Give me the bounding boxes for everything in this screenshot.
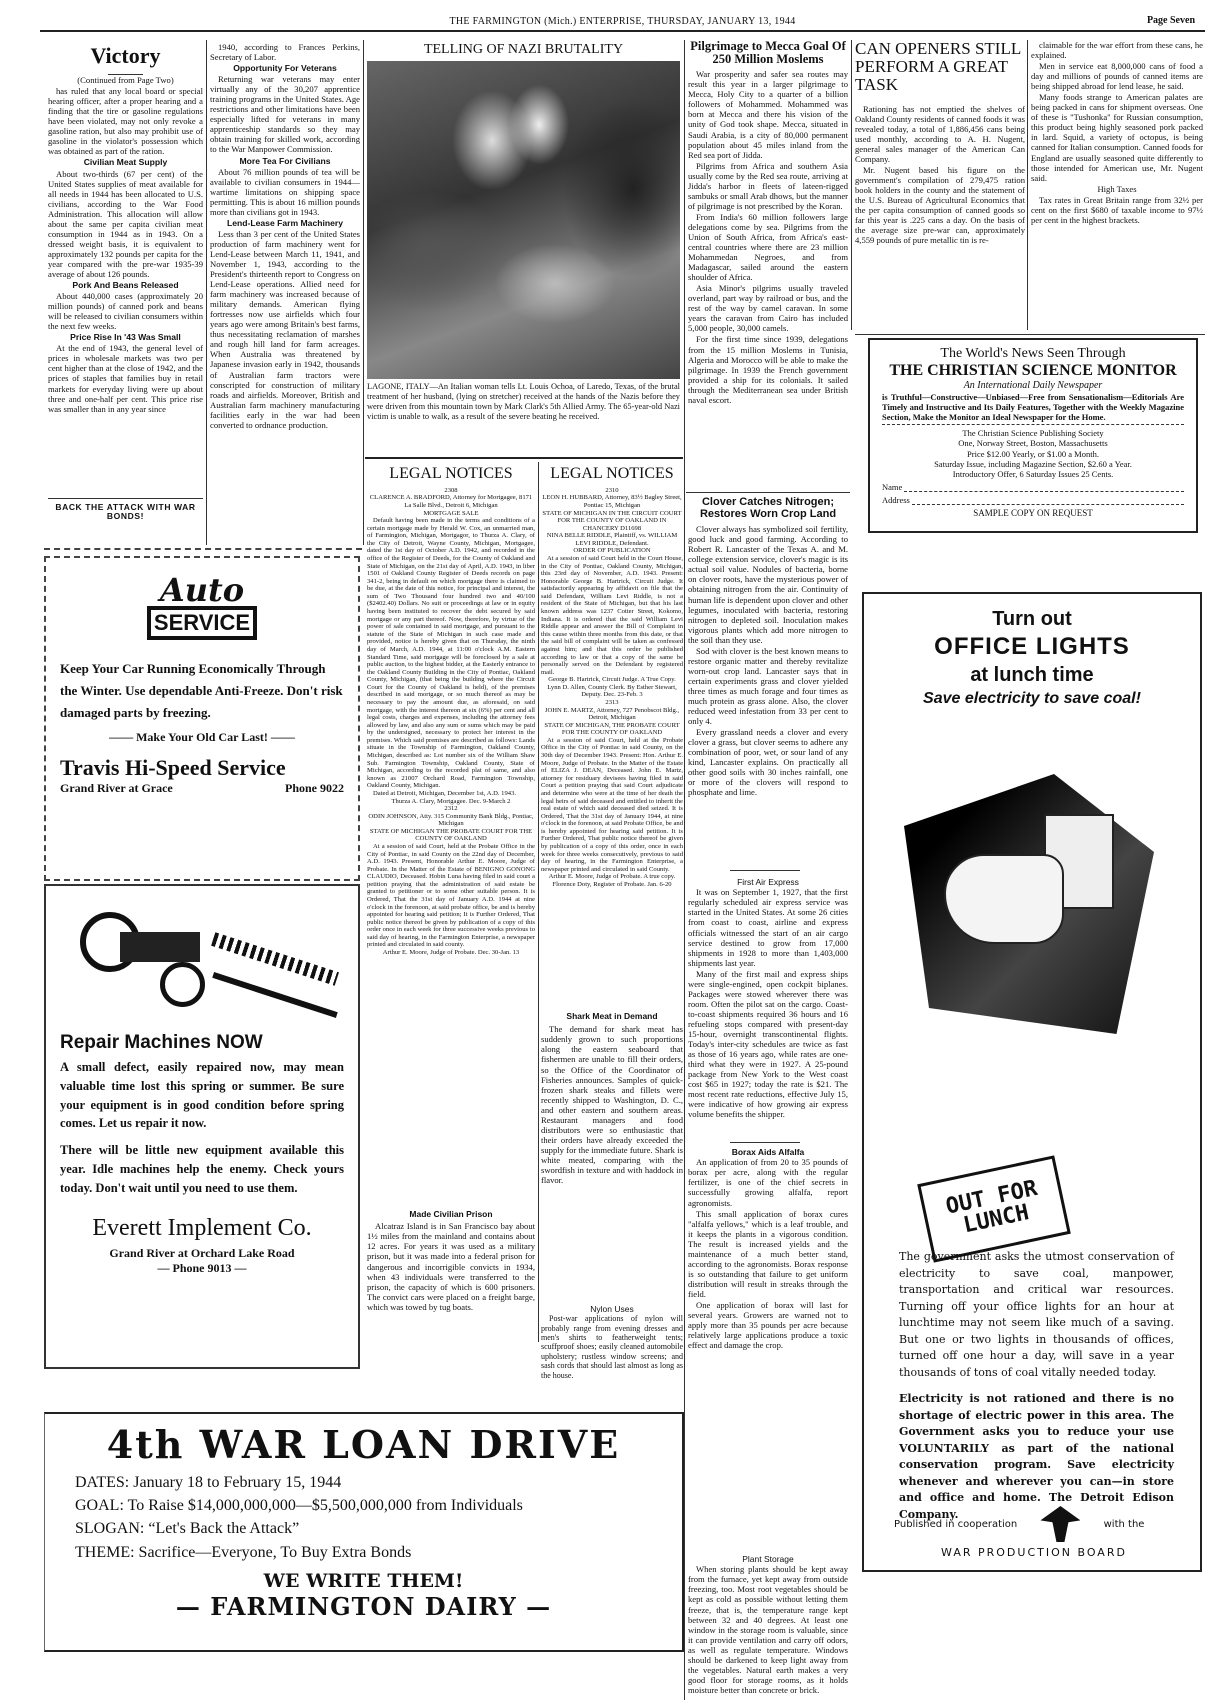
slogan-label: SLOGAN: bbox=[75, 1520, 145, 1538]
legal-right-body bbox=[541, 487, 683, 889]
hand-icon bbox=[944, 854, 1064, 944]
victory-article-col1 bbox=[48, 40, 203, 545]
paragraph: Many of the first mail and express ships were single-engined, open cockpit biplanes. Packages were stowed wherever there was room. Often the pilot sat on the cargo. Coast-to-coast shipments required 36 hours and 16 refueling stops compared with present-day 15-hour, overnight transcontinental flights. Today's inter-city schedules are twice as fast as those of 16 years ago, while rates are one-third what they were in 1927. A 25-pound package from New York to the West coast cost $65 in 1927; today the rate is $21. The most recent rate reductions, effective July 15, were indicative of how growing air express volume benefits the shipper. bbox=[688, 968, 848, 1120]
masthead-title: THE FARMINGTON (Mich.) ENTERPRISE, THURSDAY, JANUARY 13, 1944 bbox=[449, 16, 796, 27]
address-field[interactable] bbox=[912, 495, 1184, 505]
subheading: 2312 bbox=[444, 805, 458, 813]
can-openers-article bbox=[855, 40, 1025, 330]
paragraph: At the end of 1943, the general level of prices in wholesale markets was two per cent higher than at the close of 1942, and the prices of staples that families buy in retail markets for everyday living were up about three and one-half per cent. This price rise was smaller than in any year since bbox=[48, 343, 203, 414]
subheading: ODIN JOHNSON, Atty. 315 Community Bank Bldg., Pontiac, Michigan bbox=[368, 812, 534, 828]
repair-p1: A small defect, easily repaired now, may mean valuable time lost this spring or summer. Be sure your equipment is in good condition before spring comes. Let us repair it now. bbox=[60, 1060, 344, 1131]
name-field[interactable] bbox=[904, 482, 1184, 492]
page-number: Page Seven bbox=[1146, 15, 1195, 26]
paragraph: War prosperity and safer sea routes may result this year in a larger pilgrimage to Mecca, Holy City to a quarter of a billion followers of Mohammed. Mohammed was born at Mecca and there his vision of the unity of God took shape. Mecca, situated in Saudi Arabia, is a city of 80,000 permanent population about 45 miles inland from the Red sea port of Jidda. bbox=[688, 69, 848, 160]
paragraph: Default having been made in the terms and conditions of a certain mortgage made by Herald W. Cox, an unmarried man, of Farmington, Michigan, Mortgagor, to Thurza A. Clary, of the City of Detroit, Wayne County, Michigan, Mortgagee, dated the 1st day of October A.D. 1942, and recorded in the office of the Register of Deeds, for the County of Oakland and State of Michigan, on the 21st day of April, A.D. 1943, in liber 1501 of Oakland County Register of Deeds records on page 341-2, being in default on which mortgage there is claimed to be due, at the date of this notice, for principal and interest, the sum of Two Thousand four hundred two and 40/100 ($2402.40) Dollars. No suit or proceedings at law or in equity having been instituted to recover the debt secured by said mortgage or any part thereof. Now, therefore, by virtue of the power of sale contained in said mortgage, and pursuant to the statute of the State of Michigan in such case made and provided, notice is hereby given that on Thursday, the ninth day of March, A.D. 1944, at 11:00 o'clock A.M. Eastern Standard Time, said mortgage will be foreclosed by a sale at public auction, to the highest bidder, at the Easterly entrance to the Oakland County Building in the City of Pontiac, Oakland County, Michigan, (that being the building where the Circuit Court for the County of Oakland is held), of the premises described in said mortgage, or so much thereof as may be necessary to pay the amount due, as aforesaid, on said mortgage, with the interest thereon at six (6%) per cent and all legal costs, charges and expenses, including the attorney fees allowed by law, and also any sum or sums which may be paid by the undersigned, necessary to protect her interest in the premises. Which said premises are described as follows: Lands situate in the Township of Farmington, Oakland County, Michigan, described as: Lot number six of the William Shaw Sub. Farmington Township, Oakland County, State of Michigan, according to the recorded plat of same, and also known as 21007 Orchard Road, Farmington Township, Oakland County, Michigan. bbox=[367, 517, 535, 790]
subheading: Civilian Meat Supply bbox=[83, 157, 168, 168]
plant-storage-body: When storing plants should be kept away from the furnace, yet kept away from outside freezing, too. Most root vegetables should be kept as cold as possible without letting them freeze, that is, the temperature range kept between 32 and 40 degrees. At least one window in the storage room is valuable, since it can provide ventilation and carry off odors, as well as regulate temperature. Windows should be darkened to keep light away from the vegetables. Natural earth makes a very good floor for storage rooms, as it holds moisture better than concrete or brick. bbox=[688, 1564, 848, 1695]
dates-value: January 18 to February 15, 1944 bbox=[133, 1474, 342, 1491]
paragraph: At a session of said Court held in the Court House, in the City of Pontiac, Oakland County, Michigan, this 23rd day of November, A.D. 1943. Present: Honorable George B. Hartrick, Circuit Judge. It satisfactorily appearing by affidavit on file that the said Defendant, William Levi Riddle, is not a resident of the State of Michigan, but that his last known address was 1237 Cotter Street, Kokomo, Indiana. It is ordered that the said William Levi Riddle appear and answer the Bill of Complaint in this cause within three months from this date, or that the said bill of complaint will be taken as confessed against him; and that this order be published according to law or that a copy of the same be personally served on the Defendant by registered mail. bbox=[541, 555, 683, 676]
can-openers-body-2 bbox=[1031, 40, 1203, 225]
ad-turn-out: Turn out bbox=[992, 608, 1072, 630]
paragraph: Asia Minor's pilgrims usually traveled overland, part way by railroad or bus, and the rest of the way by camel caravan. In some years the caravan from Cairo has included 5,000 people, 30,000 camels. bbox=[688, 283, 848, 334]
mecca-headline: Pilgrimage to Mecca Goal Of 250 Million Moslems bbox=[690, 40, 846, 67]
slogan-line bbox=[75, 1517, 652, 1540]
subheading: MORTGAGE SALE bbox=[423, 509, 479, 517]
subheading: High Taxes bbox=[1097, 183, 1137, 194]
subheading: ORDER OF PUBLICATION bbox=[573, 547, 651, 555]
everett-name: Everett Implement Co. bbox=[92, 1215, 312, 1242]
paragraph: At a session of said Court, held at the Probate Office in the City of Pontiac, in said County on the 22nd day of December, A.D. 1943. Present, Honorable Arthur E. Moore, Judge of Probate. In the Matter of the Estate of BENIGNO GONONG CLAUDIO, Deceased. Hobin Luna having filed in said court a petition praying that the administration of said estate be granted to petitioner or to some other suitable person. It is Ordered, That the 31st day of January A.D. 1944 at nine o'clock in the forenoon, at said probate office, be and is hereby appointed for hearing said petition; It is Further Ordered, That public notice thereof be given by publication of a copy of this order once in each week for three successive weeks previous to said day of hearing, in the Farmington Enterprise, a newspaper printed and circulated in said county. bbox=[367, 842, 535, 949]
name-label: Name bbox=[882, 482, 903, 493]
can-openers-headline: CAN OPENERS STILL PERFORM A GREAT TASK bbox=[855, 40, 1021, 94]
ad-lunch-time: at lunch time bbox=[970, 664, 1094, 687]
paragraph: has ruled that any local board or special hearing officer, after a proper hearing and a finding that the tire or gasoline regulations have been violated, may not only revoke a gasoline ration, but also may prohibit use of gasoline in the violator's possession which was obtained as part of the ration. bbox=[48, 86, 203, 157]
paragraph: Mr. Nugent based his figure on the government's compilation of 279,475 ration book holders in the county and the statement of the U.S. Bureau of Agricultural Economics that the per capita consumption of canned goods so far this year is .225 cans a day. On the basis of the average size pre-war can, approximately 4,559 pounds of pure metallic tin is re- bbox=[855, 164, 1025, 246]
prison-headline: Made Civilian Prison bbox=[409, 1210, 493, 1219]
paragraph: Men in service eat 8,000,000 cans of food a day and millions of pounds of canned items are being shipped abroad for lend lease, he said. bbox=[1031, 61, 1203, 92]
travis-address: Grand River at Grace bbox=[60, 781, 173, 796]
war-production-board: WAR PRODUCTION BOARD bbox=[941, 1546, 1127, 1559]
travis-name: Travis Hi-Speed Service bbox=[60, 755, 286, 781]
paragraph: Returning war veterans may enter virtually any of the 30,207 apprentice training programs in the United States. Age restrictions and other limitations have been especially lifted for veterans in many apprenticeship standards so they may obtain training for skilled work, according to the War Manpower Commission. bbox=[210, 74, 360, 155]
legal-heading: LEGAL NOTICES bbox=[550, 465, 674, 482]
goal-value: To Raise $14,000,000,000—$5,500,000,000 from Individuals bbox=[127, 1497, 523, 1515]
subheading: CLARENCE A. BRADFORD, Attorney for Mortgagee, 8171 La Salle Blvd., Detroit 6, Michigan bbox=[369, 494, 533, 509]
clover-body bbox=[688, 524, 848, 797]
everett-address: Grand River at Orchard Lake Road bbox=[109, 1246, 295, 1261]
christian-science-monitor-ad bbox=[868, 338, 1198, 533]
borax-headline: Borax Aids Alfalfa bbox=[731, 1148, 805, 1157]
war-loan-headline: 4th WAR LOAN DRIVE bbox=[106, 1422, 621, 1467]
paragraph: claimable for the war effort from these cans, he explained. bbox=[1031, 40, 1203, 61]
subheading: George B. Hartrick, Circuit Judge. A True Copy. Lynn D. Allen, County Clerk. By Esther Stewart, Deputy. Dec. 23-Feb. 3 bbox=[547, 676, 677, 699]
legal-notices-left bbox=[367, 462, 535, 1202]
subheading: Arthur E. Moore, Judge of Probate. Dec. 30-Jan. 13 bbox=[382, 949, 520, 957]
csm-sample: SAMPLE COPY ON REQUEST bbox=[973, 508, 1093, 519]
out-for-lunch-sign: OUT FOR LUNCH bbox=[917, 1155, 1071, 1262]
eagle-emblem-icon bbox=[1040, 1506, 1080, 1542]
paragraph: About 76 million pounds of tea will be available to civilian consumers in 1944—wartime limitations on shipping space permitting. This is about 16 million pounds more than civilians got in 1943. bbox=[210, 166, 360, 217]
shark-body: The demand for shark meat has suddenly grown to such proportions along the eastern seaboard that fishermen are unable to fill their orders, so the Office of the Coordinator of Fisheries announces. Samples of quick-frozen shark steaks and fillets were recently shipped to Washington, D. C., and other eastern and southern areas. Restaurant managers and food distributors were so enthusiastic that their orders have already exceeded the supply for the immediate future. Shark is white meated, comparing with the swordfish in texture and with haddock in flavor. bbox=[541, 1024, 683, 1186]
nazi-brutality-story bbox=[367, 40, 680, 455]
office-lights-ad bbox=[862, 592, 1202, 1572]
clover-article bbox=[688, 496, 848, 866]
clover-headline: Clover Catches Nitrogen; Restores Worn Crop Land bbox=[699, 496, 837, 521]
auto-tagline: —— Make Your Old Car Last! —— bbox=[109, 730, 295, 745]
plant-storage-headline: Plant Storage bbox=[742, 1555, 794, 1564]
paragraph: For the first time since 1939, delegations from the 15 million Moslems in Tunisia, Algeria and Morocco will be able to make the pilgrimage. In 1939 the French government provided a ship for its colonials. It sailed through the Mediterranean sea under British naval escort. bbox=[688, 334, 848, 405]
farm-machinery-illustration bbox=[60, 892, 344, 1032]
travis-phone: Phone 9022 bbox=[284, 781, 344, 796]
war-loan-drive-ad bbox=[44, 1412, 684, 1652]
theme-line bbox=[75, 1541, 652, 1564]
csm-price: Price $12.00 Yearly, or $1.00 a Month. bbox=[967, 448, 1099, 459]
repair-p2: There will be little new equipment available this year. Idle machines help the enemy. Check yours today. Don't wait until you need to use them. bbox=[60, 1143, 344, 1195]
subheading: NINA BELLE RIDDLE, Plaintiff, vs. WILLIAM LEVI RIDDLE, Defendant. bbox=[546, 532, 678, 547]
paragraph: Less than 3 per cent of the United States production of farm machinery went for Lend-Lease between March 11, 1941, and November 1, 1943, according to the President's thirteenth report to Congress on Lend-Lease operations. Allied need for farm machinery was increased because of military demands. American flying fortresses now use airfields which four years ago were among Britain's best farms, thus necessitating reclamation of marshes and rough hill land for farm acreages. When Australia was threatened by Japanese invasion early in 1942, thousands of Australian farm tractors were conscripted for construction of military roads and airfields. Moreover, British and Australian farm machinery manufacturing facilities early in the war had been converted to ordnance production. bbox=[210, 228, 360, 430]
legal-heading: LEGAL NOTICES bbox=[389, 465, 513, 482]
nylon-article bbox=[541, 1305, 683, 1380]
paragraph: At a session of said Court, held at the Probate Office in the City of Pontiac in said County, on the 30th day of December 1943. Present: Hon. Arthur E. Moore, Judge of Probate. In the Matter of the Estate of ELIZA J. DEAN, Deceased. John E. Martz, attorney for residuary devisees having filed in said Court a petition praying that said Court adjudicate and determine who were at the time of her death the legal heirs of said deceased and entitled to inherit the real estate of which said deceased died seized. It is Ordered, That the 31st day of January 1944, at nine o'clock in the forenoon, at said Probate Office, be and is hereby appointed for hearing said petition. It is Further Ordered, That public notice thereof be given by publication of a copy of this order, once in each week for three weeks consecutively, previous to said day of hearing, in the Farmington Enterprise, a newspaper printed and circulated in said County. bbox=[541, 736, 683, 873]
legal-left-body bbox=[367, 487, 535, 957]
shark-meat-article bbox=[541, 1012, 683, 1302]
subheading: STATE OF MICHIGAN THE PROBATE COURT FOR THE COUNTY OF OAKLAND bbox=[369, 827, 533, 843]
paragraph: Many foods strange to American palates are being packed in cans for shipment overseas. One of these is "Tushonka" for Russian consumption, this product being highly seasoned pork packed in lard. Squid, a variety of octopus, is being canned for Italian consumption. Canned foods for England are usually seasoned quite differently to those intended for American use, Mr. Nugent said. bbox=[1031, 92, 1203, 183]
air-express-article bbox=[688, 878, 848, 1138]
paragraph: Tax rates in Great Britain range from 32½ per cent on the first $680 of taxable income to 97½ per cent in the highest brackets. bbox=[1031, 194, 1203, 225]
goal-label: GOAL: bbox=[75, 1497, 124, 1515]
subheading: JOHN E. MARTZ, Attorney, 727 Penobscot Bldg., Detroit, Michigan bbox=[544, 706, 680, 722]
news-photo bbox=[367, 61, 680, 379]
paragraph: From India's 60 million followers large delegations come by sea. Pilgrims from the Union of South Africa, from Africa's east-central countries where there are 23 million Mohammedan Negroes, and from Madagascar, sailed around the eastern shoulder of Africa. bbox=[688, 211, 848, 283]
paragraph: This small application of borax cures "alfalfa yellows," which is a leaf trouble, and it keeps the plants in a vigorous condition. The result is increased yields and the maintenance of a much better stand, according to the agronomists. Borax response is so outstanding that failure to get uniform distribution will result in streaks through the field. bbox=[688, 1208, 848, 1299]
borax-article bbox=[688, 1148, 848, 1353]
we-write-them: WE WRITE THEM! bbox=[263, 1569, 464, 1592]
legal-notices-right bbox=[541, 462, 683, 1007]
csm-society: The Christian Science Publishing Society bbox=[962, 428, 1104, 439]
subheading: 2310 bbox=[605, 486, 619, 494]
nylon-body: Post-war applications of nylon will probably range from evening dresses and men's shirts to featherweight tents; scuffproof shoes; easily cleaned automobile upholstery; rustless window screens; and sash cords that should last almost as long as the house. bbox=[541, 1314, 683, 1380]
auto-service-ad bbox=[44, 556, 360, 881]
prison-article bbox=[367, 1210, 535, 1345]
subheading: More Tea For Civilians bbox=[239, 155, 331, 166]
subheading: STATE OF MICHIGAN IN THE CIRCUIT COURT FOR THE COUNTY OF OAKLAND IN CHANCERY D11698 bbox=[542, 509, 682, 532]
paragraph: Sod with clover is the best known means to restore organic matter and thereby revitalize worn-out crop land. Lancaster says that in certain experiments grass and clover yielded three times as much forage and four times as much protein as grass alone. Also, the clover reduced weed infestation from 33 per cent to only 4. bbox=[688, 645, 848, 727]
subheading: Thurza A. Clary, Mortgagee. Dec. 9-March 2 bbox=[391, 797, 511, 805]
paragraph: Clover always has symbolized soil fertility, good luck and good farming. According to Robert R. Lancaster of the Texas A. and M. college extension service, clover's magic is its actual soil value. Nodules of bacteria, borne on clover roots, have the mysterious power of obtaining nitrogen from the air. Continuity of human life is dependent upon clover and other legumes, inoculated with bacteria, restoring nitrogen to depleted soil. Inoculation makes vigorous plants which add more nitrogen to the soil than they use. bbox=[688, 524, 848, 645]
csm-line1: The World's News Seen Through bbox=[940, 346, 1126, 361]
subheading: Opportunity For Veterans bbox=[233, 63, 337, 74]
paragraph: About two-thirds (67 per cent) of the United States supplies of meat available for all needs in 1944 has been allocated to U.S. civilians, according to the War Food Administration. This allocation will allow about the same per capita civilian meat consumption in 1944 as in 1943. On a dressed weight basis, it is equivalent to approximately 132 pounds per capita for the year compared with the pre-war 1935-39 average of about 126 pounds. bbox=[48, 168, 203, 279]
prison-body: Alcatraz Island is in San Francisco bay about 1½ miles from the mainland and contains about 12 acres. For years it was used as a military prison, but it was made into a federal prison for dangerous and incorrigible convicts in 1934, when 43 individuals were transferred to the prison, the capacity of which is 600 prisoners. The convict cars were placed on a freight barge, which was towed by tug boats. bbox=[367, 1221, 535, 1312]
paragraph: 1940, according to Frances Perkins, Secretary of Labor. bbox=[210, 42, 360, 63]
csm-address: One, Norway Street, Boston, Massachusetts bbox=[958, 438, 1108, 449]
ad-with-the: with the bbox=[1103, 1519, 1145, 1530]
paragraph: Pilgrims from Africa and southern Asia usually come by the Red sea route, arriving at Jidda's harbor in fleets of lateen-rigged sambuks or small Arab dhows, but the manner of pilgrimage is not prescribed by the Koran. bbox=[688, 160, 848, 211]
csm-offer: Introductory Offer, 6 Saturday Issues 25 Cents. bbox=[952, 469, 1114, 480]
ad-save-electricity: Save electricity to save coal! bbox=[923, 690, 1141, 708]
mecca-article bbox=[688, 40, 848, 490]
farmington-dairy: — FARMINGTON DAIRY — bbox=[175, 1591, 552, 1621]
victory-body-1 bbox=[48, 75, 203, 414]
service-badge: SERVICE bbox=[147, 606, 257, 640]
masthead bbox=[40, 10, 1205, 32]
can-openers-body-1 bbox=[855, 104, 1025, 246]
subheading: Pork And Beans Released bbox=[72, 280, 179, 291]
subheading: 2313 bbox=[605, 698, 619, 706]
ad-office-lights: OFFICE LIGHTS bbox=[934, 633, 1130, 660]
nylon-headline: Nylon Uses bbox=[590, 1305, 634, 1314]
csm-title: THE CHRISTIAN SCIENCE MONITOR bbox=[889, 362, 1177, 379]
can-openers-continued bbox=[1031, 40, 1203, 330]
auto-body: Keep Your Car Running Economically Through the Winter. Use dependable Anti-Freeze. Don't risk damaged parts by freezing. bbox=[60, 661, 343, 721]
subheading: (Continued from Page Two) bbox=[77, 75, 174, 86]
photo-headline: TELLING OF NAZI BRUTALITY bbox=[423, 42, 624, 57]
dates-label: DATES: bbox=[75, 1474, 130, 1491]
ad-paragraph-2: Electricity is not rationed and there is no shortage of electric power in this area. The Government asks you to reduce your use VOLUNTARILY as part of the national conservation program. Save electricity whenever and wherever you can—in store and office and home. The Detroit Edison Company. bbox=[899, 1392, 1174, 1521]
subheading: Price Rise In '43 Was Small bbox=[70, 332, 181, 343]
everett-phone: — Phone 9013 — bbox=[157, 1261, 247, 1276]
victory-article-col2 bbox=[210, 42, 360, 547]
paragraph: It was on September 1, 1927, that the first regularly scheduled air express service was started in the United States. At some 26 cities from coast to coast, airline and express officials witnessed the start of an air cargo service destined to grow from 17,000 shipments in 1928 to more than 1,403,000 shipments last year. bbox=[688, 887, 848, 968]
subheading: STATE OF MICHIGAN, THE PROBATE COURT FOR THE COUNTY OF OAKLAND bbox=[544, 721, 680, 737]
paragraph: An application of from 20 to 35 pounds of borax per acre, along with the regular fertilizer, is one of the chief secrets in successfully growing alfalfa, report agronomists. bbox=[688, 1157, 848, 1208]
repair-headline: Repair Machines NOW bbox=[60, 1032, 263, 1053]
csm-saturday: Saturday Issue, including Magazine Section, $2.60 a Year. bbox=[934, 458, 1132, 469]
theme-value: Sacrifice—Everyone, To Buy Extra Bonds bbox=[138, 1543, 412, 1561]
paragraph: Dated at Detroit, Michigan, December 1st, A.D. 1943. bbox=[373, 789, 517, 797]
photo-caption: LAGONE, ITALY—An Italian woman tells Lt. Louis Ochoa, of Laredo, Texas, of the brutal treatment of her husband, (lying on stretcher) received at the hands of the Nazis before they were driven from this mountain town by Mark Clark's 5th Allied Army. The 65-year-old Nazi victim is unable to walk, as a result of the severe beating he received. bbox=[367, 382, 680, 421]
plant-storage-article bbox=[688, 1555, 848, 1705]
war-bonds-slogan: BACK THE ATTACK WITH WAR BONDS! bbox=[55, 502, 196, 522]
ad-cooperation: Published in cooperation bbox=[894, 1519, 1018, 1530]
mecca-body bbox=[688, 69, 848, 405]
paragraph: Rationing has not emptied the shelves of Oakland County residents of canned foods it was revealed today, a total of 1,886,456 cans being used monthly, according to A. H. Nugent, general sales manager of the American Can Company. bbox=[855, 103, 1025, 164]
goal-line bbox=[75, 1494, 652, 1517]
subheading: LEON H. HUBBARD, Attorney, 83½ Bagley Street, Pontiac 15, Michigan bbox=[542, 494, 682, 509]
paragraph: Every grassland needs a clover and every clover a grass, but clover seems to adhere any combination of poor, wet, or sour land of any kind, Lancaster explains. On practically all other good soils with 30 inches rainfall, one or more of the clovers will respond to phosphate and lime. bbox=[688, 727, 848, 798]
csm-subtitle: An International Daily Newspaper bbox=[963, 380, 1103, 391]
shark-headline: Shark Meat in Demand bbox=[566, 1012, 658, 1021]
auto-script: Auto bbox=[159, 571, 245, 609]
air-express-body bbox=[688, 887, 848, 1119]
theme-label: THEME: bbox=[75, 1543, 135, 1561]
borax-body bbox=[688, 1157, 848, 1350]
address-label: Address bbox=[882, 495, 910, 506]
dates-line bbox=[75, 1471, 652, 1494]
subheading: Lend-Lease Farm Machinery bbox=[226, 217, 344, 228]
csm-description: is Truthful—Constructive—Unbiased—Free from Sensationalism—Editorials Are Timely and Instructive and Its Daily Features, Together with the Weekly Magazine Section, Make the Monitor an Ideal Newspaper for the Home. bbox=[882, 393, 1184, 425]
repair-machines-ad bbox=[44, 884, 360, 1369]
paragraph: About 440,000 cases (approximately 20 million pounds) of canned pork and beans will be released to civilian consumers within the next few weeks. bbox=[48, 291, 203, 332]
victory-body-2 bbox=[210, 42, 360, 430]
victory-headline: Victory bbox=[90, 43, 161, 68]
paragraph: One application of borax will last for several years. Growers are warned not to apply more than 35 pounds per acre because relatively large applications produce a toxic effect and damage the crop. bbox=[688, 1300, 848, 1351]
subheading: 2308 bbox=[444, 486, 458, 494]
ad-paragraph-1: The government asks the utmost conservation of electricity to save coal, manpower, transportation and critical war resources. Turning off your office lights for an hour at lunchtime may not seem like much of a saving. But one or two lights in thousands of offices, turned off one hour a day, will save in a year thousands of tons of coal vitally needed today. bbox=[899, 1250, 1174, 1379]
subheading: Arthur E. Moore, Judge of Probate. A true copy. Florence Doty, Register of Probate. Jan. 6-20 bbox=[548, 873, 676, 888]
slogan-value: “Let's Back the Attack” bbox=[148, 1520, 300, 1538]
hand-switch-illustration bbox=[904, 744, 1154, 1134]
air-express-headline: First Air Express bbox=[737, 878, 799, 887]
